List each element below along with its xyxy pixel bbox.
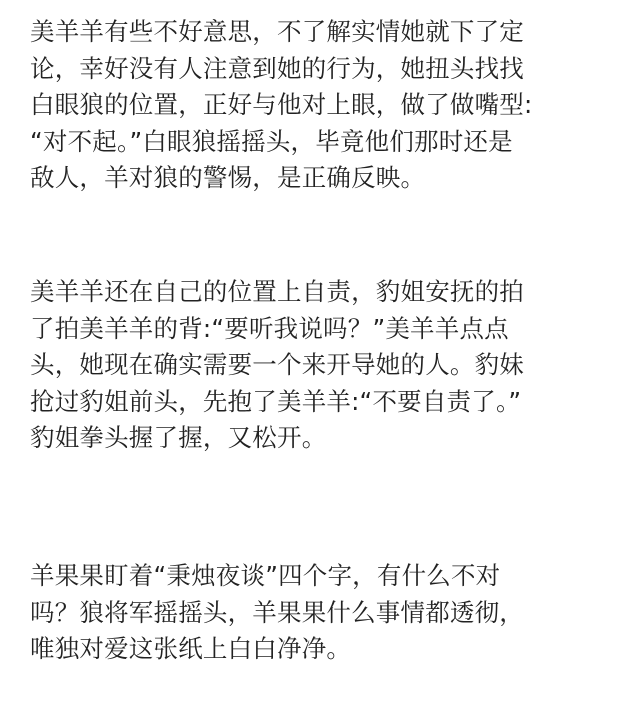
paragraph-3 [30,558,524,668]
text-line: 豹姐拳头握了握，又松开。 [30,423,327,452]
text-line: 白眼狼的位置，正好与他对上眼，做了做嘴型: [30,90,533,119]
paragraph-1 [30,14,532,197]
text-line: 论，幸好没有人注意到她的行为，她扭头找找 [30,53,524,83]
paragraph-2 [30,274,524,457]
text-line: 敌人，羊对狼的警惕，是正确反映。 [30,163,426,192]
text-line: 了拍美羊羊的背:“要听我说吗？”美羊羊点点 [30,313,509,343]
text-line: 美羊羊有些不好意思，不了解实情她就下了定 [30,17,524,46]
text-line: 抢过豹姐前头，先抱了美羊羊:“不要自责了。” [30,386,522,416]
text-line: 吗？狼将军摇摇头，羊果果什么事情都透彻， [30,597,524,627]
text-line: 头，她现在确实需要一个来开导她的人。豹妹 [30,350,524,379]
text-line: 美羊羊还在自己的位置上自责，豹姐安抚的拍 [30,277,524,306]
text-line: “对不起。”白眼狼摇摇头，毕竟他们那时还是 [30,126,513,156]
text-line: 唯独对爱这张纸上白白净净。 [30,634,352,663]
text-line: 羊果果盯着“秉烛夜谈”四个字，有什么不对 [30,561,501,590]
